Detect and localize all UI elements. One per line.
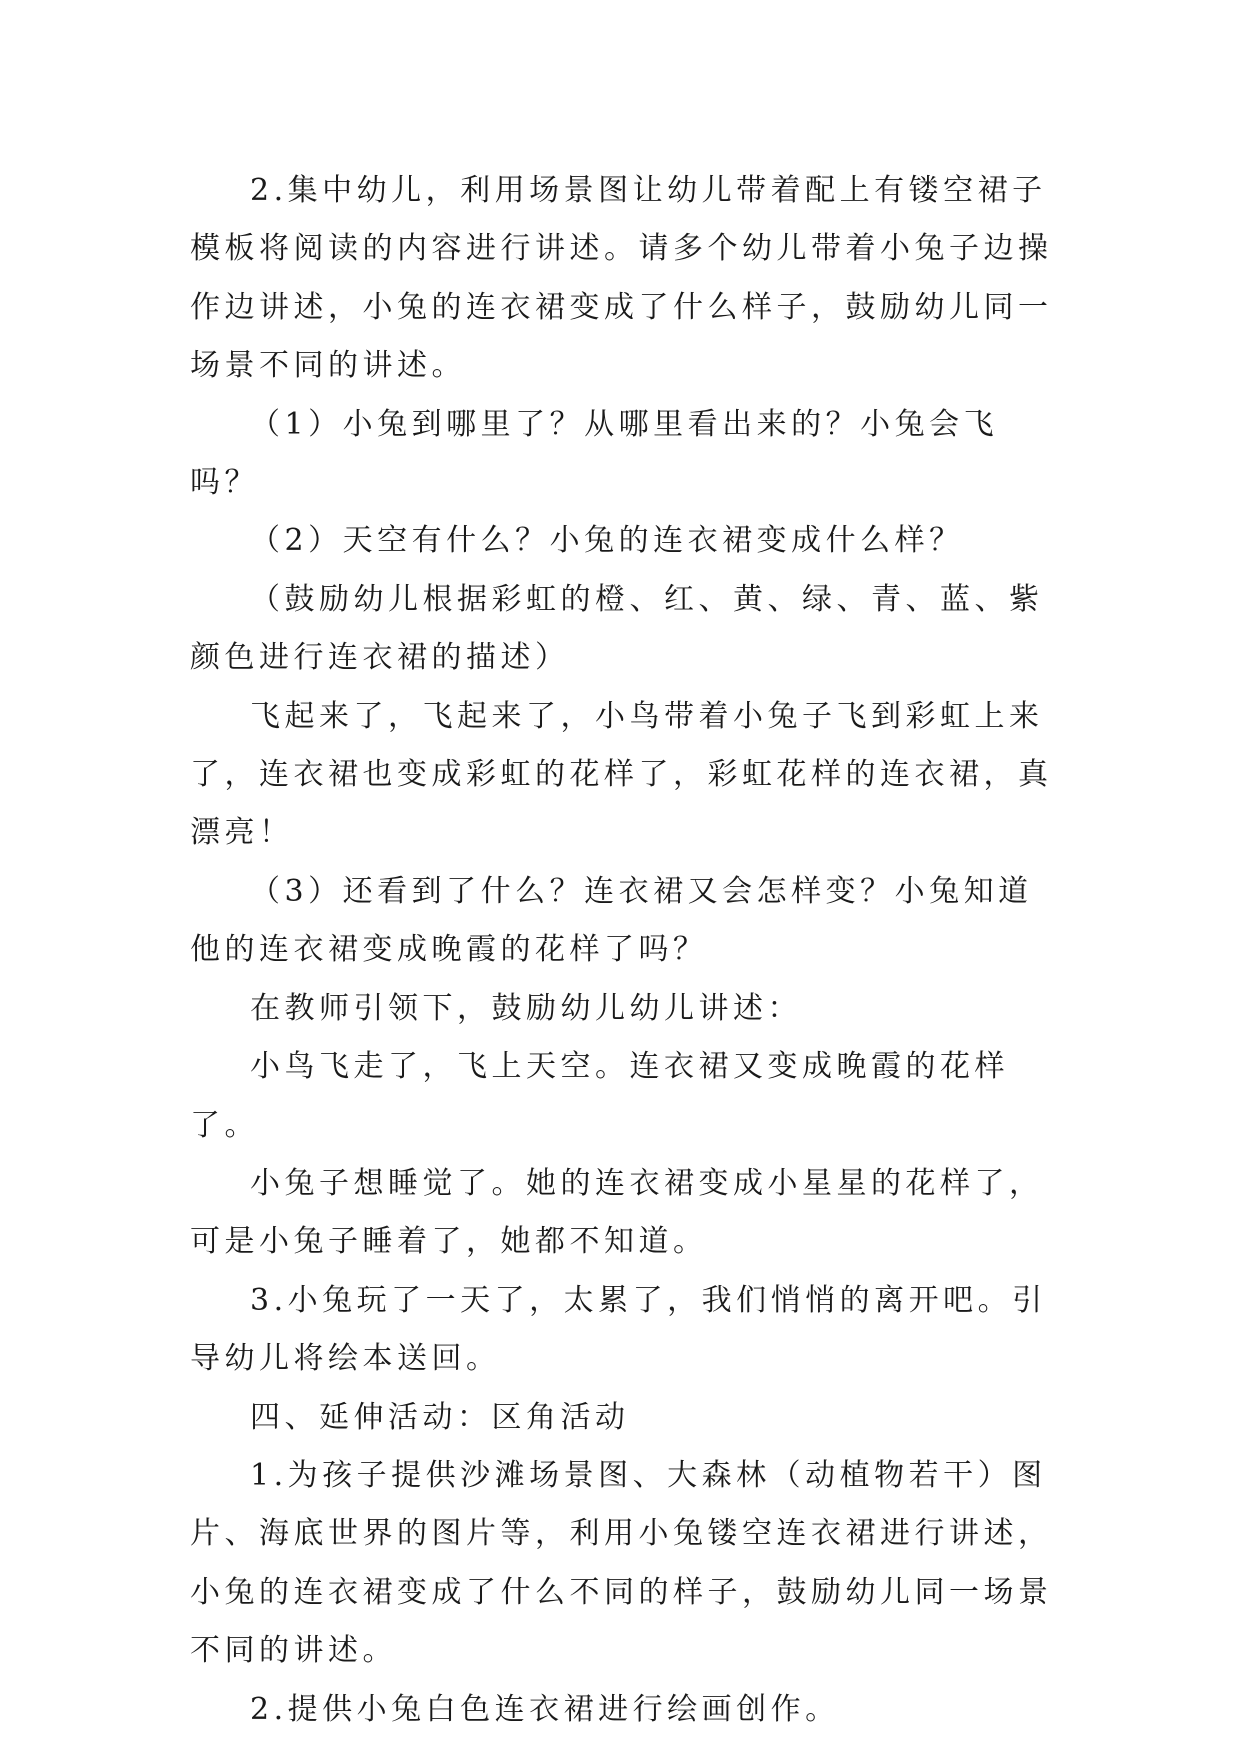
document-body <box>190 162 1062 1739</box>
paragraph-sleep-story: 小兔子想睡觉了。她的连衣裙变成小星星的花样了，可是小兔子睡着了，她都不知道。 <box>190 1165 1044 1260</box>
paragraph-extension-1: 1.为孩子提供沙滩场景图、大森林（动植物若干）图片、海底世界的图片等，利用小兔镂空连衣裙进行讲述，小兔的连衣裙变成了什么不同的样子，鼓励幼儿同一场景不同的讲述。 <box>190 1457 1053 1669</box>
section-heading-extension: 四、延伸活动：区角活动 <box>250 1399 630 1435</box>
paragraph-step-3: 3.小兔玩了一天了，太累了，我们悄悄的离开吧。引导幼儿将绘本送回。 <box>190 1282 1047 1377</box>
paragraph-teacher-guide: 在教师引领下，鼓励幼儿幼儿讲述： <box>250 990 802 1026</box>
paragraph-question-2: （2）天空有什么？小兔的连衣裙变成什么样？ <box>250 523 964 559</box>
paragraph-extension-2: 2.提供小兔白色连衣裙进行绘画创作。 <box>250 1691 840 1727</box>
paragraph-step-2: 2.集中幼儿，利用场景图让幼儿带着配上有镂空裙子模板将阅读的内容进行讲述。请多个幼儿带着小兔子边操作边讲述，小兔的连衣裙变成了什么样子，鼓励幼儿同一场景不同的讲述。 <box>190 173 1053 384</box>
paragraph-question-1: （1）小兔到哪里了？从哪里看出来的？小兔会飞吗？ <box>190 406 999 501</box>
paragraph-question-3: （3）还看到了什么？连衣裙又会怎样变？小兔知道他的连衣裙变成晚霞的花样了吗？ <box>190 873 1033 968</box>
paragraph-rainbow-note: （鼓励幼儿根据彩虹的橙、红、黄、绿、青、蓝、紫颜色进行连衣裙的描述） <box>190 581 1044 676</box>
paragraph-rainbow-story: 飞起来了，飞起来了，小鸟带着小兔子飞到彩虹上来了，连衣裙也变成彩虹的花样了，彩虹花样的连衣裙，真漂亮！ <box>190 698 1053 851</box>
paragraph-bird-story: 小鸟飞走了，飞上天空。连衣裙又变成晚霞的花样了。 <box>190 1049 1009 1143</box>
